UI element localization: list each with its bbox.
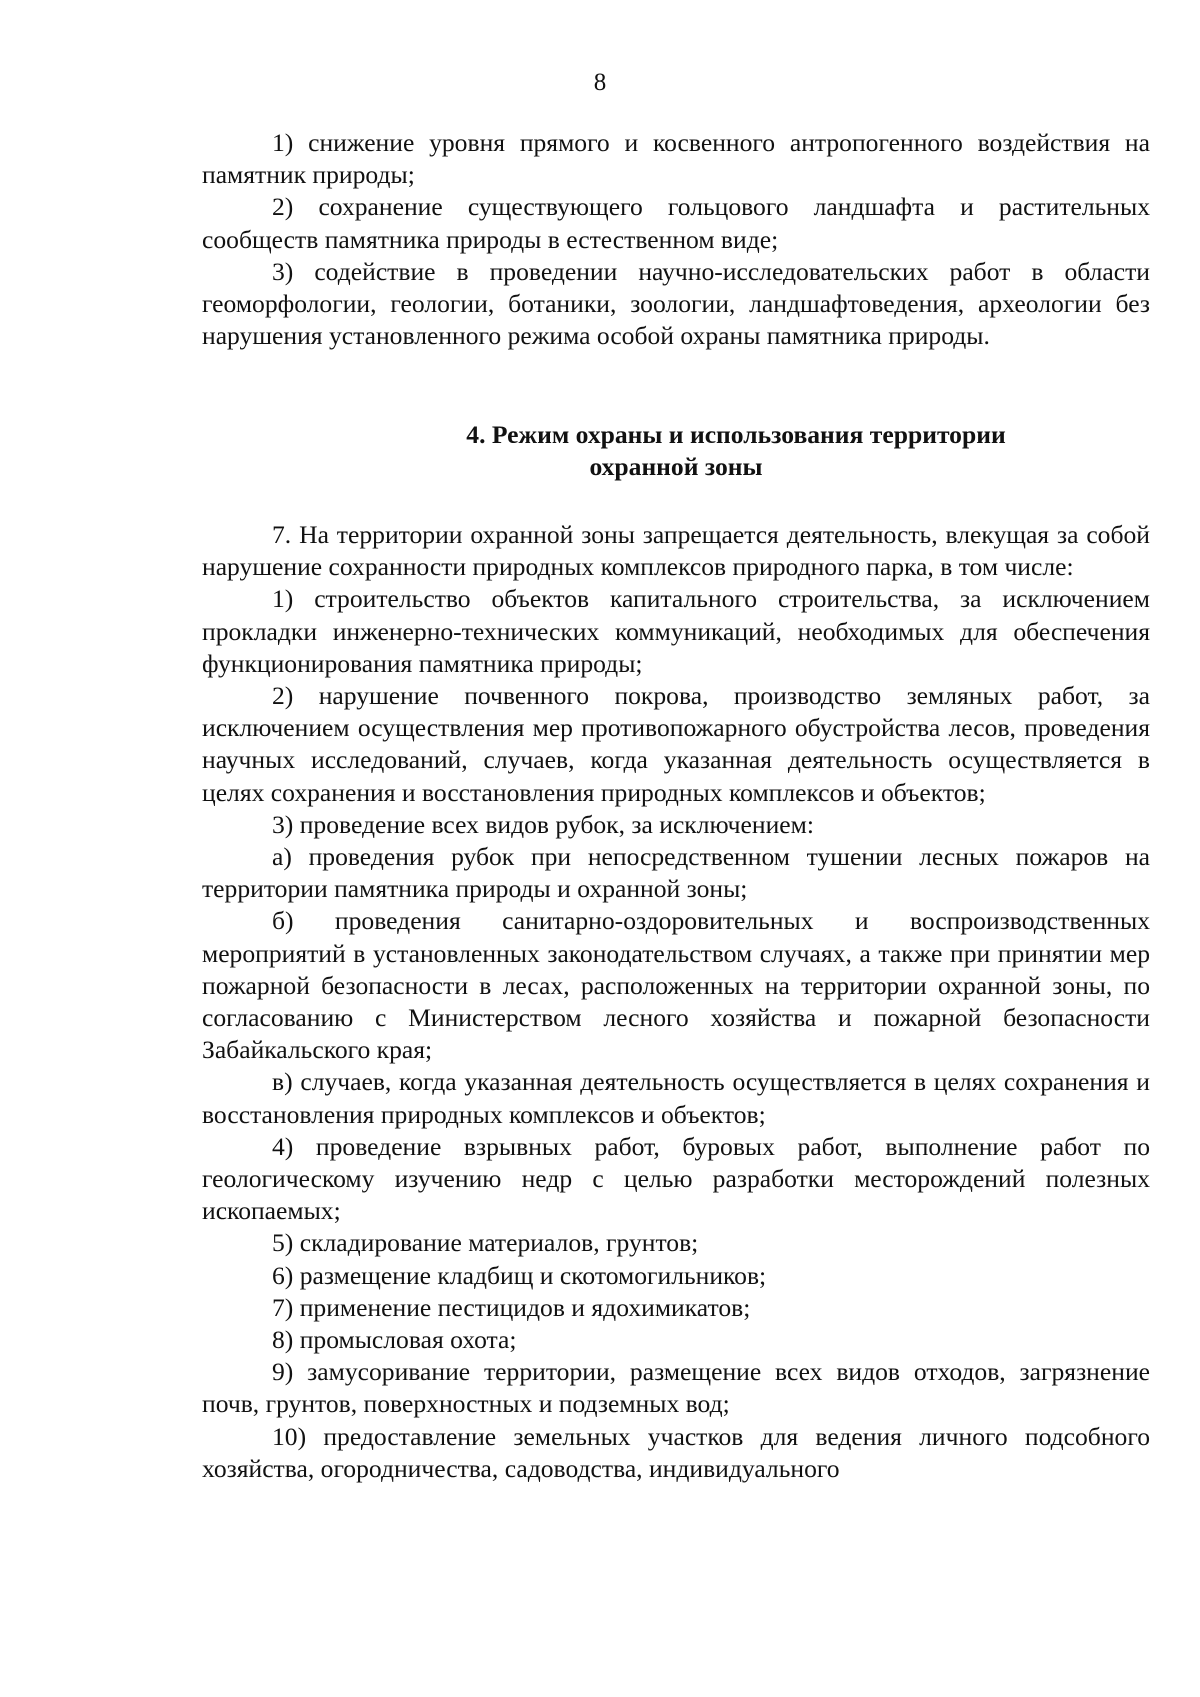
section-title-line-1: 4. Режим охраны и использования территории bbox=[466, 420, 1006, 449]
clause-7-item-3: 3) проведение всех видов рубок, за исключением: bbox=[272, 809, 814, 839]
clause-7-item-5: 5) складирование материалов, грунтов; bbox=[272, 1228, 699, 1258]
section-heading bbox=[202, 419, 1150, 483]
clause-7-item-6: 6) размещение кладбищ и скотомогильников; bbox=[272, 1260, 767, 1290]
section-title-line-2: охранной зоны bbox=[589, 452, 763, 481]
clause-7-item-7: 7) применение пестицидов и ядохимикатов; bbox=[272, 1292, 751, 1322]
clause-7-item-10: 10) предоставление земельных участков для ведения личного подсобного хозяйства, огородничества, садоводства, индивидуального bbox=[202, 1421, 1150, 1483]
intro-item-2: 2) сохранение существующего гольцового ландшафта и растительных сообществ памятника природы в естественном виде; bbox=[202, 192, 1150, 254]
clause-7-item-3a: а) проведения рубок при непосредственном тушении лесных пожаров на территории памятника природы и охранной зоны; bbox=[202, 842, 1150, 904]
clause-7-item-8: 8) промысловая охота; bbox=[272, 1325, 517, 1355]
clause-7 bbox=[202, 519, 1150, 1485]
clause-7-item-4: 4) проведение взрывных работ, буровых работ, выполнение работ по геологическому изучению недр с целью разработки месторождений полезных ископаемых; bbox=[202, 1131, 1150, 1226]
clause-7-item-9: 9) замусоривание территории, размещение всех видов отходов, загрязнение почв, грунтов, поверхностных и подземных вод; bbox=[202, 1357, 1150, 1419]
page-number: 8 bbox=[593, 69, 607, 96]
clause-7-item-3c: в) случаев, когда указанная деятельность осуществляется в целях сохранения и восстановления природных комплексов и объектов; bbox=[202, 1067, 1150, 1129]
clause-7-item-3b: б) проведения санитарно-оздоровительных и воспроизводственных мероприятий в установленных законодательством случаях, а также при принятии мер пожарной безопасности в лесах, расположенных на территории охранной зоны, по согласованию с Министерством лесного хозяйства и пожарной безопасности Забайкальского края; bbox=[202, 906, 1150, 1065]
clause-7-item-1: 1) строительство объектов капитального строительства, за исключением прокладки инженерно-технических коммуникаций, необходимых для обеспечения функционирования памятника природы; bbox=[202, 584, 1150, 678]
clause-7-text: 7. На территории охранной зоны запрещается деятельность, влекущая за собой нарушение сохранности природных комплексов природного парка, в том числе: bbox=[202, 520, 1150, 582]
intro-list bbox=[202, 127, 1150, 352]
clause-7-item-2: 2) нарушение почвенного покрова, производство земляных работ, за исключением осуществления мер противопожарного обустройства лесов, проведения научных исследований, случаев, когда указанная деятельность осуществляется в целях сохранения и восстановления природных комплексов и объектов; bbox=[202, 681, 1150, 807]
intro-item-1: 1) снижение уровня прямого и косвенного антропогенного воздействия на памятник природы; bbox=[202, 128, 1150, 190]
intro-item-3: 3) содействие в проведении научно-исследовательских работ в области геоморфологии, геологии, ботаники, зоологии, ландшафтоведения, археологии без нарушения установленного режима особой охраны памятника природы. bbox=[202, 256, 1150, 351]
